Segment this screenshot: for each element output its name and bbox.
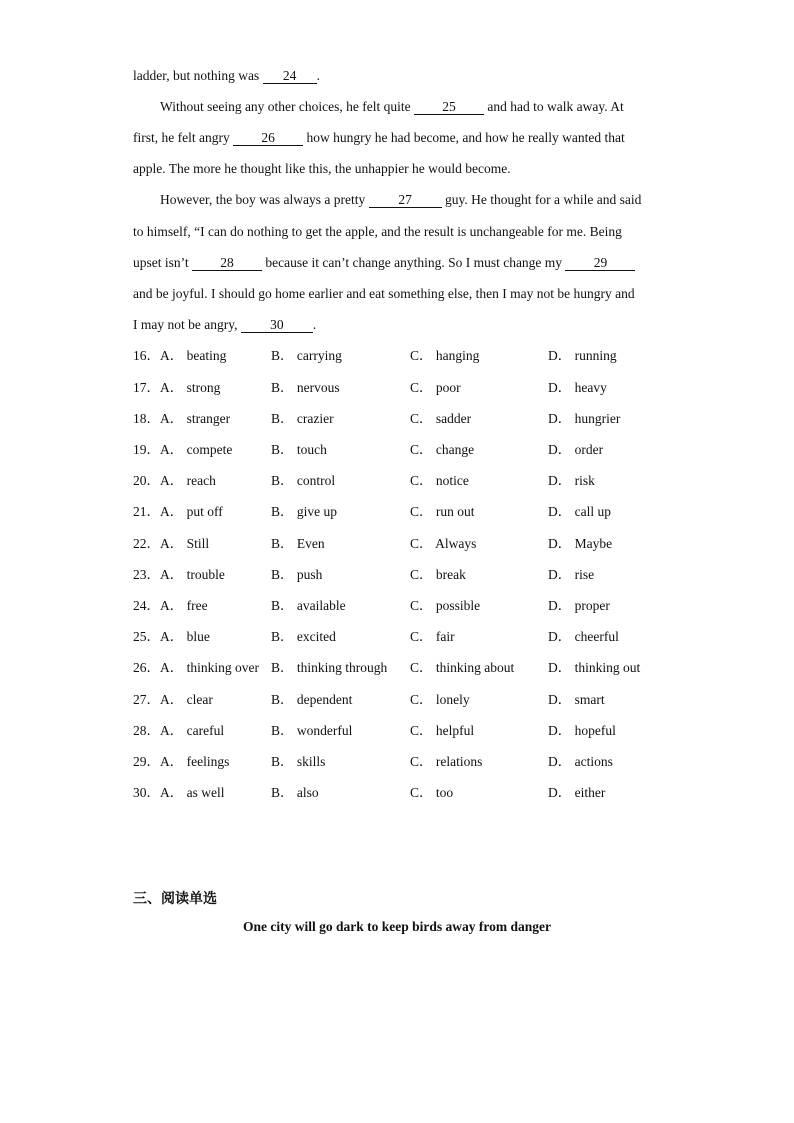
question-number: 25．	[133, 629, 160, 644]
question-number: 27．	[133, 692, 160, 707]
section-heading: 三、阅读单选	[133, 891, 217, 907]
option-d: D． hopeful	[548, 723, 616, 738]
question-number: 20．	[133, 473, 160, 488]
question-number: 30．	[133, 785, 160, 800]
passage-line-9	[133, 316, 316, 334]
option-d: D． thinking out	[548, 660, 641, 675]
option-c: C． relations	[410, 754, 483, 769]
option-a: A． Still	[160, 536, 210, 551]
option-c: C． hanging	[410, 348, 480, 363]
option-c: C． possible	[410, 598, 481, 613]
question-number: 19．	[133, 442, 160, 457]
question-26-options	[133, 659, 693, 677]
option-a: A． free	[160, 598, 208, 613]
question-16-options	[133, 347, 693, 365]
option-c: C． helpful	[410, 723, 475, 738]
question-number: 17．	[133, 380, 160, 395]
question-28-options	[133, 722, 693, 740]
question-number: 22．	[133, 536, 160, 551]
option-d: D． heavy	[548, 380, 607, 395]
option-b: B． excited	[271, 629, 336, 644]
option-d: D． call up	[548, 504, 611, 519]
question-25-options	[133, 628, 693, 646]
option-b: B． wonderful	[271, 723, 353, 738]
option-c: C． change	[410, 442, 475, 457]
option-d: D． actions	[548, 754, 613, 769]
text-segment: guy. He thought for a while and said	[441, 192, 642, 207]
option-a: A． clear	[160, 692, 213, 707]
option-c: C． notice	[410, 473, 469, 488]
question-number: 18．	[133, 411, 160, 426]
option-b: B． Even	[271, 536, 325, 551]
option-a: A． beating	[160, 348, 227, 363]
question-17-options	[133, 379, 693, 397]
text-segment: .	[312, 317, 317, 332]
blank-29: 29	[565, 255, 635, 271]
option-b: B． give up	[271, 504, 337, 519]
option-c: C． break	[410, 567, 466, 582]
passage-line-2	[160, 98, 624, 116]
blank-26: 26	[233, 130, 303, 146]
question-number: 21．	[133, 504, 160, 519]
option-c: C． Always	[410, 536, 477, 551]
option-a: A． put off	[160, 504, 223, 519]
option-a: A． as well	[160, 785, 225, 800]
option-a: A． compete	[160, 442, 233, 457]
option-a: A． careful	[160, 723, 225, 738]
option-d: D． risk	[548, 473, 595, 488]
question-20-options	[133, 472, 693, 490]
text-segment: ladder, but nothing was	[133, 68, 263, 83]
option-d: D． order	[548, 442, 604, 457]
text-segment: However, the boy was always a pretty	[160, 192, 369, 207]
option-b: B． dependent	[271, 692, 353, 707]
text-segment: .	[316, 68, 320, 83]
option-d: D． running	[548, 348, 617, 363]
passage-line-6: to himself, “I can do nothing to get the apple, and the result is unchangeable for me. Being	[133, 224, 622, 239]
option-d: D． cheerful	[548, 629, 619, 644]
question-24-options	[133, 597, 693, 615]
question-18-options	[133, 410, 693, 428]
text-segment: because it can’t change anything. So I must change my	[262, 255, 566, 270]
question-number: 23．	[133, 567, 160, 582]
option-a: A． strong	[160, 380, 221, 395]
option-b: B． available	[271, 598, 346, 613]
option-d: D． hungrier	[548, 411, 621, 426]
question-number: 16．	[133, 348, 160, 363]
passage-line-8: and be joyful. I should go home earlier and eat something else, then I may not be hungry and	[133, 286, 635, 301]
option-c: C． lonely	[410, 692, 470, 707]
option-a: A． stranger	[160, 411, 231, 426]
question-number: 24．	[133, 598, 160, 613]
blank-24: 24	[263, 68, 317, 84]
option-b: B． crazier	[271, 411, 334, 426]
option-c: C． sadder	[410, 411, 472, 426]
blank-27: 27	[369, 192, 442, 208]
option-a: A． feelings	[160, 754, 230, 769]
text-segment: and had to walk away. At	[484, 99, 624, 114]
option-d: D． Maybe	[548, 536, 613, 551]
option-d: D． rise	[548, 567, 595, 582]
option-d: D． either	[548, 785, 606, 800]
option-b: B． thinking through	[271, 660, 388, 675]
question-30-options	[133, 784, 693, 802]
passage-line-4: apple. The more he thought like this, the unhappier he would become.	[133, 161, 511, 176]
text-segment: upset isn’t	[133, 255, 193, 270]
text-segment: Without seeing any other choices, he felt quite	[160, 99, 415, 114]
blank-30: 30	[241, 317, 313, 333]
text-segment: first, he felt angry	[133, 130, 234, 145]
question-19-options	[133, 441, 693, 459]
option-c: C． thinking about	[410, 660, 515, 675]
option-d: D． smart	[548, 692, 605, 707]
option-d: D． proper	[548, 598, 610, 613]
passage-line-7	[133, 254, 635, 272]
passage-line-1	[133, 67, 320, 85]
option-c: C． run out	[410, 504, 475, 519]
text-segment: how hungry he had become, and how he really wanted that	[303, 130, 625, 145]
option-a: A． reach	[160, 473, 216, 488]
option-a: A． trouble	[160, 567, 225, 582]
passage-line-5	[160, 191, 641, 209]
question-21-options	[133, 503, 693, 521]
text-segment: I may not be angry,	[133, 317, 241, 332]
option-c: C． too	[410, 785, 454, 800]
passage-title: One city will go dark to keep birds away from danger	[243, 919, 551, 934]
question-27-options	[133, 691, 693, 709]
question-22-options	[133, 535, 693, 553]
option-a: A． blue	[160, 629, 210, 644]
blank-28: 28	[192, 255, 262, 271]
option-b: B． also	[271, 785, 319, 800]
question-29-options	[133, 753, 693, 771]
option-b: B． nervous	[271, 380, 340, 395]
option-b: B． skills	[271, 754, 326, 769]
question-23-options	[133, 566, 693, 584]
option-b: B． push	[271, 567, 323, 582]
question-number: 28．	[133, 723, 160, 738]
option-b: B． control	[271, 473, 336, 488]
option-c: C． poor	[410, 380, 461, 395]
option-b: B． carrying	[271, 348, 342, 363]
passage-line-3	[133, 129, 625, 147]
option-c: C． fair	[410, 629, 455, 644]
question-number: 29．	[133, 754, 160, 769]
option-a: A． thinking over	[160, 660, 259, 675]
option-b: B． touch	[271, 442, 327, 457]
blank-25: 25	[414, 99, 484, 115]
question-number: 26．	[133, 660, 160, 675]
